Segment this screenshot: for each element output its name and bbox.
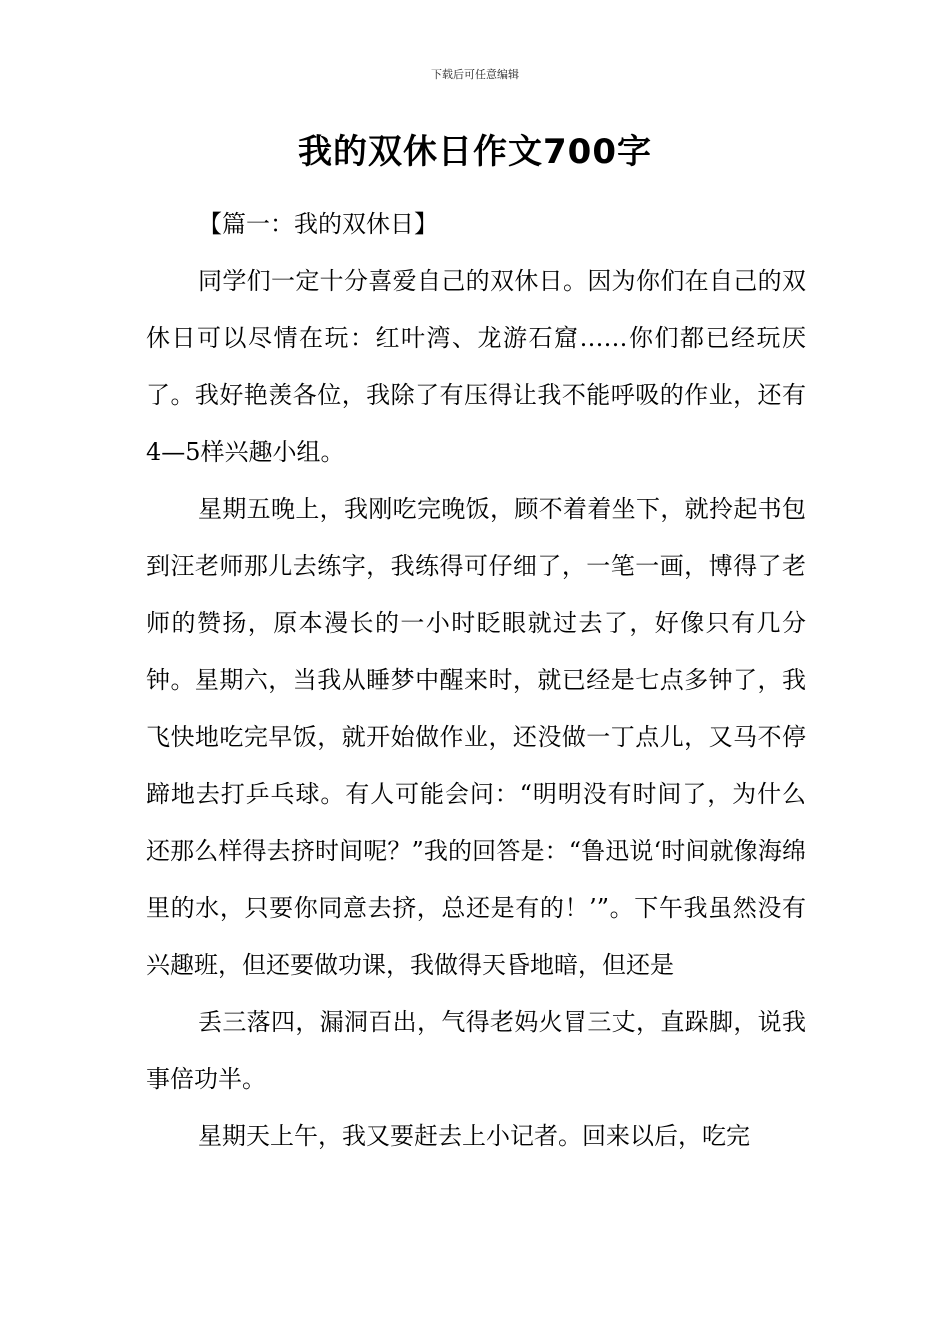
article-body	[146, 196, 806, 1165]
header-note: 下载后可任意编辑	[431, 68, 519, 81]
section-heading: 【篇一：我的双休日】	[198, 210, 438, 238]
page-title: 我的双休日作文700字	[298, 132, 652, 172]
paragraph: 星期五晚上，我刚吃完晚饭，顾不着着坐下，就拎起书包到汪老师那儿去练字，我练得可仔细了，一笔一画，博得了老师的赞扬，原本漫长的一小时眨眼就过去了，好像只有几分钟。星期六，当我从睡梦中醒来时，就已经是七点多钟了，我飞快地吃完早饭，就开始做作业，还没做一丁点儿，又马不停蹄地去打乒乓球。有人可能会问：“明明没有时间了，为什么还那么样得去挤时间呢？”我的回答是：“鲁迅说‘时间就像海绵里的水，只要你同意去挤，总还是有的！’”。下午我虽然没有兴趣班，但还要做功课，我做得天昏地暗，但还是	[146, 495, 806, 979]
paragraph: 丢三落四，漏洞百出，气得老妈火冒三丈，直跺脚，说我事倍功半。	[146, 1008, 806, 1093]
paragraph: 同学们一定十分喜爱自己的双休日。因为你们在自己的双休日可以尽情在玩：红叶湾、龙游石窟……你们都已经玩厌了。我好艳羡各位，我除了有压得让我不能呼吸的作业，还有4—5样兴趣小组。	[146, 267, 806, 466]
paragraph: 星期天上午，我又要赶去上小记者。回来以后，吃完	[198, 1122, 750, 1150]
